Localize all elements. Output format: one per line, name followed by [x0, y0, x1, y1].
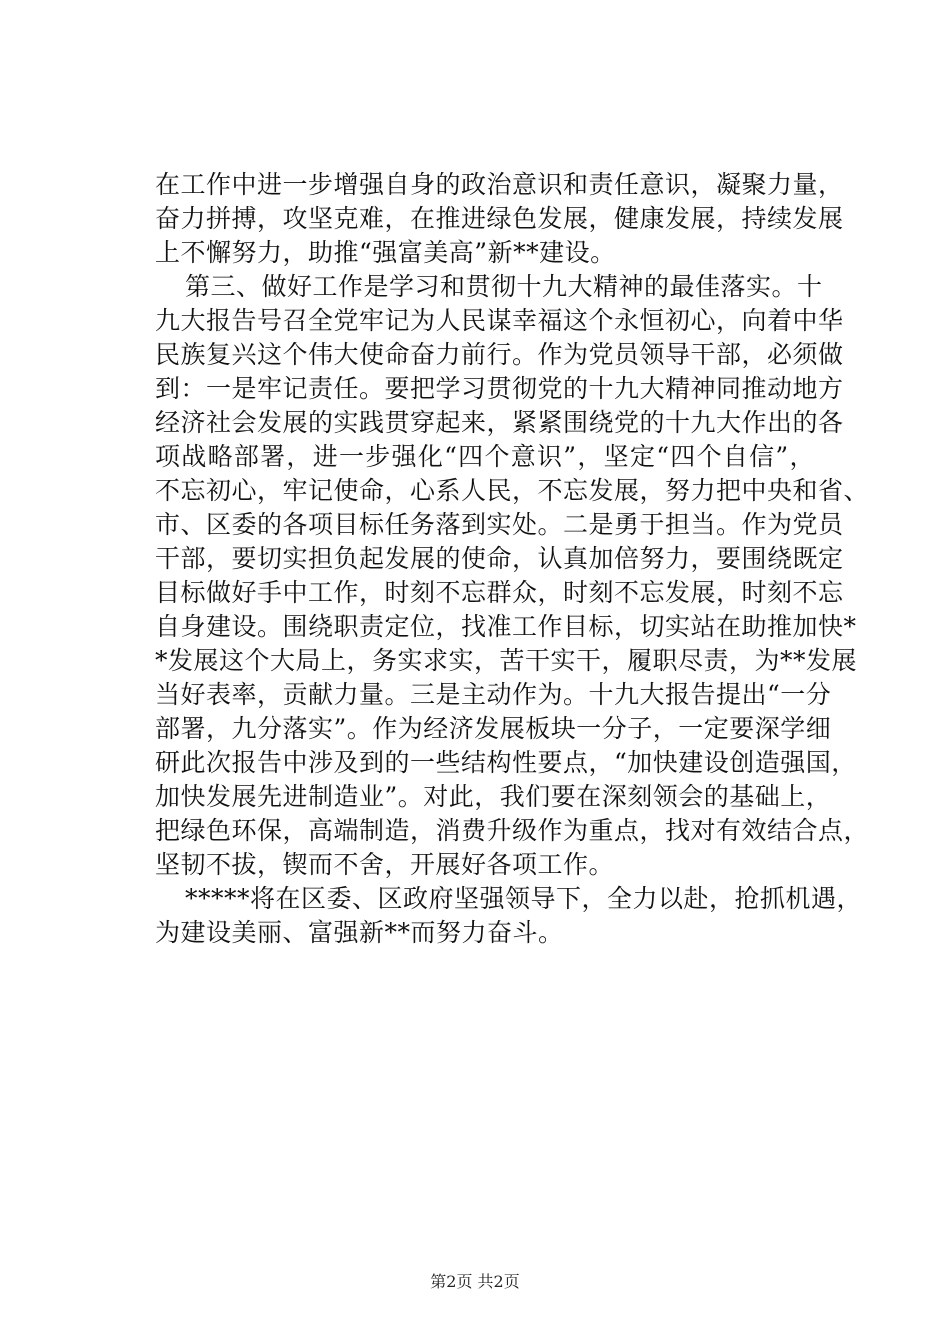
text-line: 目标做好手中工作，时刻不忘群众，时刻不忘发展，时刻不忘	[155, 578, 844, 607]
text-line: 自身建设。围绕职责定位，找准工作目标，切实站在助推加快*	[155, 612, 857, 641]
text-line: 市、区委的各项目标任务落到实处。二是勇于担当。作为党员	[155, 510, 844, 539]
text-line: 当好表率，贡献力量。三是主动作为。十九大报告提出“一分	[155, 680, 832, 709]
text-line: 坚韧不拔，锲而不舍，开展好各项工作。	[155, 850, 615, 879]
paragraph-start-line: *****将在区委、区政府坚强领导下，全力以赴，抢抓机遇，	[185, 884, 863, 913]
text-line: 奋力拼搏，攻坚克难，在推进绿色发展，健康发展，持续发展	[155, 204, 844, 233]
text-line: 在工作中进一步增强自身的政治意识和责任意识，凝聚力量，	[155, 170, 844, 199]
text-line: 九大报告号召全党牢记为人民谋幸福这个永恒初心，向着中华	[155, 306, 844, 335]
text-line: 加快发展先进制造业”。对此，我们要在深刻领会的基础上，	[155, 782, 832, 811]
text-line: 上不懈努力，助推“强富美高”新**建设。	[155, 238, 616, 267]
text-line: 项战略部署，进一步强化“四个意识”，坚定“四个自信”，	[155, 442, 815, 471]
page-number-label: 第2页 共2页	[430, 1272, 520, 1291]
text-line: 干部，要切实担负起发展的使命，认真加倍努力，要围绕既定	[155, 544, 844, 573]
text-line: 民族复兴这个伟大使命奋力前行。作为党员领导干部，必须做	[155, 340, 844, 369]
text-line: 部署，九分落实”。作为经济发展板块一分子，一定要深学细	[155, 714, 832, 743]
page-footer	[0, 1272, 950, 1292]
text-line: 不忘初心，牢记使命，心系人民，不忘发展，努力把中央和省、	[155, 476, 870, 505]
document-body	[155, 168, 870, 950]
text-line: 把绿色环保，高端制造，消费升级作为重点，找对有效结合点，	[155, 816, 870, 845]
text-line: 研此次报告中涉及到的一些结构性要点，“加快建设创造强国，	[155, 748, 857, 777]
text-line: 到：一是牢记责任。要把学习贯彻党的十九大精神同推动地方	[155, 374, 844, 403]
text-line: 为建设美丽、富强新**而努力奋斗。	[155, 918, 564, 947]
text-line: *发展这个大局上，务实求实，苦干实干，履职尽责，为**发展	[155, 646, 858, 675]
text-line: 经济社会发展的实践贯穿起来，紧紧围绕党的十九大作出的各	[155, 408, 844, 437]
paragraph-start-line: 第三、做好工作是学习和贯彻十九大精神的最佳落实。十	[185, 272, 823, 301]
